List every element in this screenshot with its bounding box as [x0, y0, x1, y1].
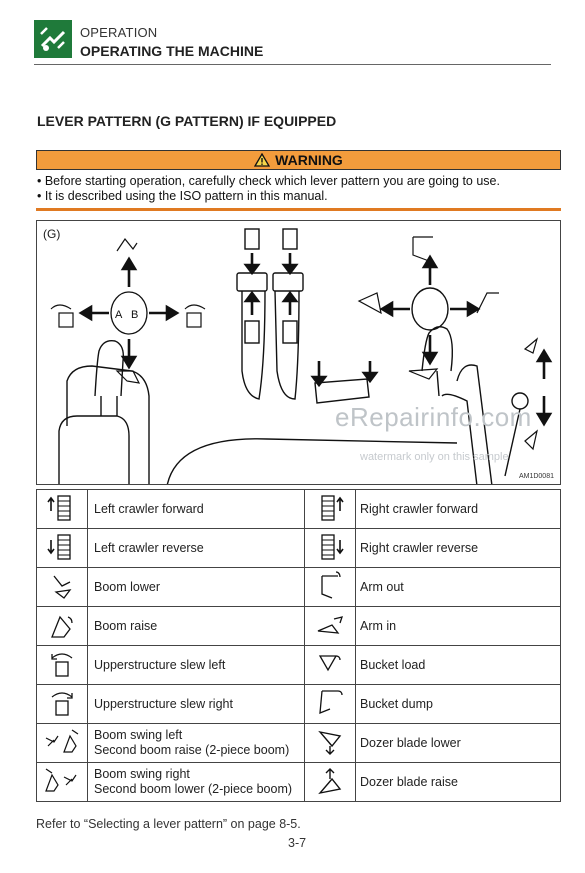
section-label: OPERATION [80, 25, 158, 40]
slew-left-icon [37, 646, 88, 685]
warning-line: • It is described using the ISO pattern in this manual. [37, 189, 328, 203]
table-cell: Arm out [356, 568, 561, 607]
table-cell: Arm in [356, 607, 561, 646]
cell-line: Second boom lower (2-piece boom) [94, 782, 293, 796]
warning-label: WARNING [275, 152, 343, 168]
dozer-lower-icon [305, 724, 356, 763]
section-heading: LEVER PATTERN (G PATTERN) IF EQUIPPED [37, 113, 337, 129]
warning-triangle-icon [254, 153, 270, 167]
lever-function-table [36, 489, 561, 802]
bucket-dump-icon [305, 685, 356, 724]
table-cell: Bucket dump [356, 685, 561, 724]
watermark-subtext: watermark only on this sample [360, 451, 509, 463]
table-cell [88, 763, 305, 802]
table-cell: Boom lower [88, 568, 305, 607]
boom-swing-right-icon [37, 763, 88, 802]
lever-pattern-diagram [36, 220, 561, 485]
table-cell: Boom raise [88, 607, 305, 646]
crawler-reverse-icon [37, 529, 88, 568]
cell-line: Second boom raise (2-piece boom) [94, 743, 290, 757]
boom-lower-icon [37, 568, 88, 607]
slew-right-icon [37, 685, 88, 724]
boom-swing-left-icon [37, 724, 88, 763]
header-divider [34, 64, 551, 65]
warning-divider [36, 208, 561, 211]
table-row [37, 724, 561, 763]
reference-note: Refer to “Selecting a lever pattern” on page 8-5. [36, 817, 301, 831]
boom-raise-icon [37, 607, 88, 646]
table-row [37, 529, 561, 568]
operator-controls-illustration [37, 221, 561, 485]
table-row [37, 685, 561, 724]
warning-banner [36, 150, 561, 170]
warning-line: • Before starting operation, carefully check which lever pattern you are going to use. [37, 174, 500, 188]
table-cell: Left crawler forward [88, 490, 305, 529]
crawler-forward-icon [37, 490, 88, 529]
page-title: OPERATING THE MACHINE [80, 43, 264, 59]
table-row [37, 646, 561, 685]
watermark-text: eRepairinfo.com [335, 402, 532, 432]
lever-label-b: B [131, 309, 139, 321]
cell-line: Boom swing left [94, 728, 183, 742]
table-cell: Dozer blade lower [356, 724, 561, 763]
table-cell: Right crawler forward [356, 490, 561, 529]
arm-out-icon [305, 568, 356, 607]
table-cell: Right crawler reverse [356, 529, 561, 568]
table-cell: Upperstructure slew left [88, 646, 305, 685]
cell-line: Boom swing right [94, 767, 190, 781]
table-row [37, 568, 561, 607]
crawler-forward-icon [305, 490, 356, 529]
table-cell: Dozer blade raise [356, 763, 561, 802]
table-row [37, 607, 561, 646]
table-row [37, 763, 561, 802]
page-number: 3-7 [288, 836, 307, 850]
crawler-reverse-icon [305, 529, 356, 568]
arm-in-icon [305, 607, 356, 646]
operation-section-icon [34, 20, 72, 58]
table-row [37, 490, 561, 529]
bucket-load-icon [305, 646, 356, 685]
pattern-label: (G) [43, 227, 61, 241]
image-code: AM1D0081 [518, 473, 554, 480]
table-cell: Upperstructure slew right [88, 685, 305, 724]
warning-text [37, 174, 500, 204]
table-cell [88, 724, 305, 763]
table-cell: Bucket load [356, 646, 561, 685]
dozer-raise-icon [305, 763, 356, 802]
table-cell: Left crawler reverse [88, 529, 305, 568]
lever-label-a: A [115, 309, 123, 321]
